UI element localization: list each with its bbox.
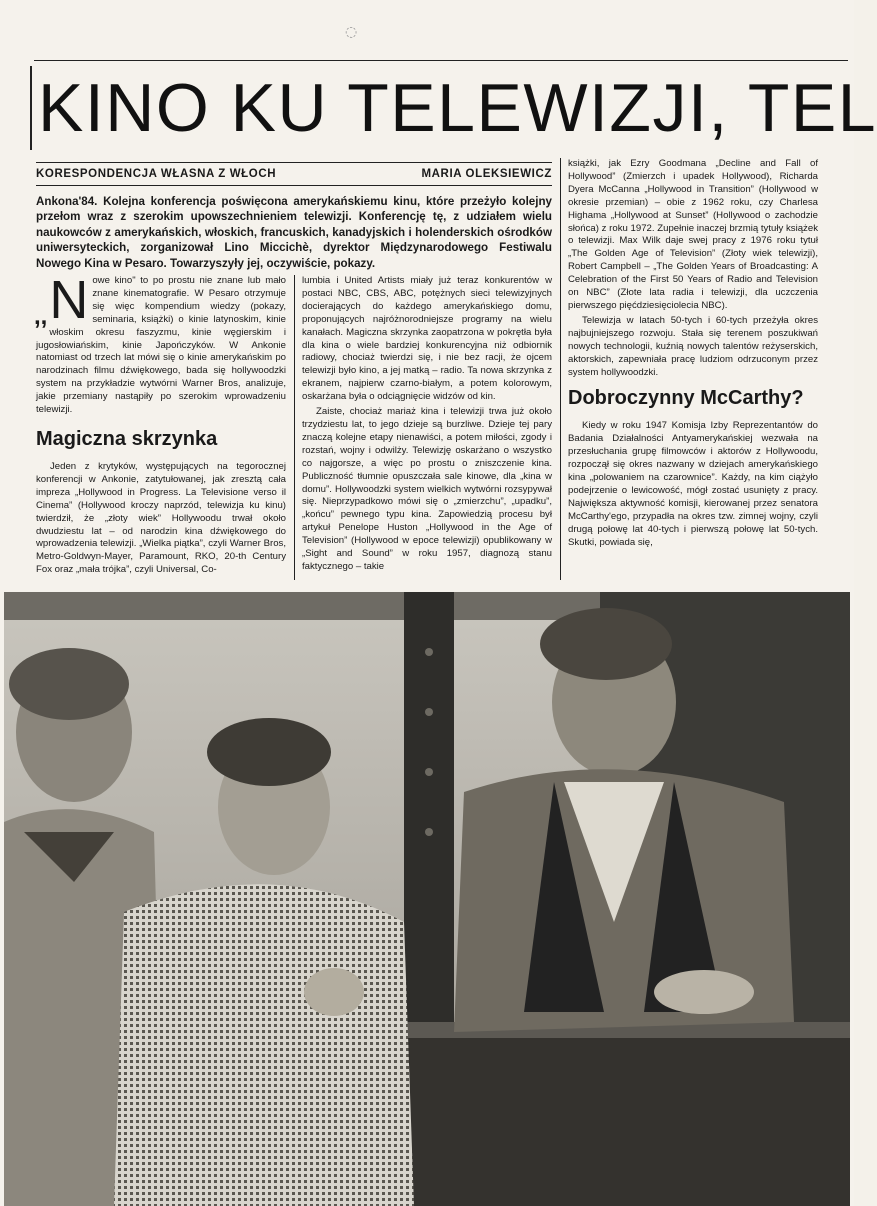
column-divider bbox=[560, 158, 561, 580]
text-column-3 bbox=[568, 158, 818, 580]
author-name: MARIA OLEKSIEWICZ bbox=[421, 168, 552, 180]
dropcap-quote: ,, bbox=[34, 303, 48, 330]
byline-row bbox=[36, 162, 552, 186]
lead-paragraph: Ankona'84. Kolejna konferencja poświęcona amerykańskiemu kinu, które przeżyło kolejny przełom wraz z szerokim upowszechnieniem telewizji. Konferencję tę, z udziałem wielu naukowców z amerykańskich, włoskich, francuskich, kanadyjskich i holenderskich ośrodków uniwersyteckich, zorganizował Lino Miccichè, dyrektor Międzynarodowego Festiwalu Nowego Kina w Pesaro. Towarzyszyły jej, oczywiście, pokazy. bbox=[36, 195, 552, 270]
body-paragraph: Kiedy w roku 1947 Komisja Izby Reprezentantów do Badania Działalności Antyamerykańskiej wezwała na przesłuchania grupę filmowców i aktorów z Hollywoodu, rozpoczął się okres nazwany w dziejach amerykańskiego kina „polowaniem na czarownice”. Każdy, na kim ciążyło podejrzenie o lewicowość, mógł zostać usunięty z pracy. Największa aktywność komisji, kierowanej przez senatora McCarthy'ego, przypadła na okres tzw. zimnej wojny, czyli drugą połowę lat 40-tych i pierwszą połowę lat 50-tych. Skutki, powiada się, bbox=[568, 420, 818, 548]
wagon-side bbox=[384, 1022, 850, 1206]
page-mark-icon: ◌ bbox=[345, 24, 358, 40]
subheading-magiczna: Magiczna skrzynka bbox=[36, 427, 218, 450]
text-column-1 bbox=[34, 270, 286, 580]
text-column-2 bbox=[302, 275, 552, 580]
column-divider bbox=[294, 275, 295, 580]
body-paragraph: książki, jak Ezry Goodmana „Decline and Fall of Hollywood” (Zmierzch i upadek Hollywood), Richarda Dyera McCanna „Hollywood in Transition” (Hollywood w okresie przemian) – obie z 1962 roku, czy Charlesa Highama „Hollywood at Sunset” (Hollywood o zachodzie słońca) z roku 1972. Zupełnie inaczej brzmią tytuły książek o telewizji. Max Wilk daje swej pracy z 1976 roku tytuł „The Golden Age of Television” (Złoty wiek telewizji), Robert Campbell – „The Golden Years of Broadcasting: A Celebration of the First 50 Years of Radio and Television on NBC” (Złote lata radia i telewizji, dla uczczenia pierwszego pięćdziesięciolecia NBC). bbox=[568, 158, 818, 311]
photo-illustration bbox=[4, 592, 850, 1206]
section-label: KORESPONDENCJA WŁASNA Z WŁOCH bbox=[36, 168, 277, 180]
body-paragraph: Telewizja w latach 50-tych i 60-tych przeżyła okres najbujniejszego rozwoju. Stała się terenem poszukiwań nowych technologii, kuźnią nowych talentów reżyserskich, aktorskich, zapewniała pracę ludziom odrzuconym przez system hollywoodzki. bbox=[568, 314, 818, 378]
dropcap-block bbox=[34, 270, 286, 417]
film-still-photo bbox=[4, 592, 850, 1206]
top-rule bbox=[34, 60, 848, 61]
body-paragraph: Zaiste, chociaż mariaż kina i telewizji trwa już około trzydziestu lat, to jego dzieje są burzliwe. Dzieje tej pary znaczą kolejne etapy nienawiści, a potem miłości, zgody i rozstań, wojny i odwilży. Telewizję oskarżano o wszystko co najgorsze, a więc po prostu o zniszczenie kina. Publiczność tłumnie opuszczała sale kinowe, dla „kina w domu”. Hollywoodzki system wielkich wytwórni rozsypywał się. Nieprzypadkowo mówi się o „zmierzchu”, „upadku”, „końcu” pewnego typu kina. Zapowiedzią procesu był artykuł Penelope Huston „Hollywood in the Age of Television” (Hollywood w epoce telewizji) opublikowany w „Sight and Sound” w roku 1957, diagnozą stanu faktycznego – takie bbox=[302, 406, 552, 572]
body-paragraph: Jeden z krytyków, występujących na tegorocznej konferencji w Ankonie, zatytułowanej, jak zresztą cała impreza „Hollywood in Progress. La Televisione verso il Cinema” (Hollywood kroczy naprzód, telewizja ku kinu) twierdził, że „złoty wiek” Hollywoodu trwał około dwudziestu lat – od narodzin kina dźwiękowego do wprowadzenia telewizji. „Wielka piątka”, czyli Warner Bros, Metro-Goldwyn-Mayer, Paramount, RKO, 20-th Century Fox oraz „mała trójka”, czyli Universal, Co- bbox=[36, 460, 286, 576]
subheading-mccarthy: Dobroczynny McCarthy? bbox=[568, 387, 804, 410]
headline: KINO KU TELEWIZJI, TEL bbox=[30, 66, 854, 150]
dropcap-letter: N bbox=[49, 270, 89, 330]
body-paragraph: lumbia i United Artists miały już teraz konkurentów w postaci NBC, CBS, ABC, potężnych sieci telewizyjnych docierających do każdego amerykańskiego domu, proponujących najróżnorodniejsze programy na wielu kanałach. Magiczna skrzynka zaopatrzona w pokrętła była dla kina o wiele bardziej konkurencyjna niż odbiornik radiowy, chociaż twierdzi się, i nie bez racji, że ojcem telewizji było kino, a jej matką – radio. Ta nowa skrzynka z ekranem, najpierw czarno-białym, a potem kolorowym, oskarżana była o odciągnięcie widzów od kin. bbox=[302, 275, 552, 403]
body-paragraph: owe kino" to po prostu nie znane lub mało znane kinematografie. W Pesaro otrzymuje się więc kompendium wiedzy (pokazy, seminaria, książki) o kinie latynoskim, kinie włoskim okresu faszyzmu, kinie węgierskim i jugosłowiańskim, kinie Japończyków. W Ankonie natomiast od trzech lat mówi się o kinie amerykańskim po narodzinach filmu dźwiękowego, bada się hollywoodzki system na przykładzie wytwórni Warner Bros, analizuje, jakie przemiany nastąpiły po szerokim wprowadzeniu telewizji. bbox=[36, 275, 286, 416]
